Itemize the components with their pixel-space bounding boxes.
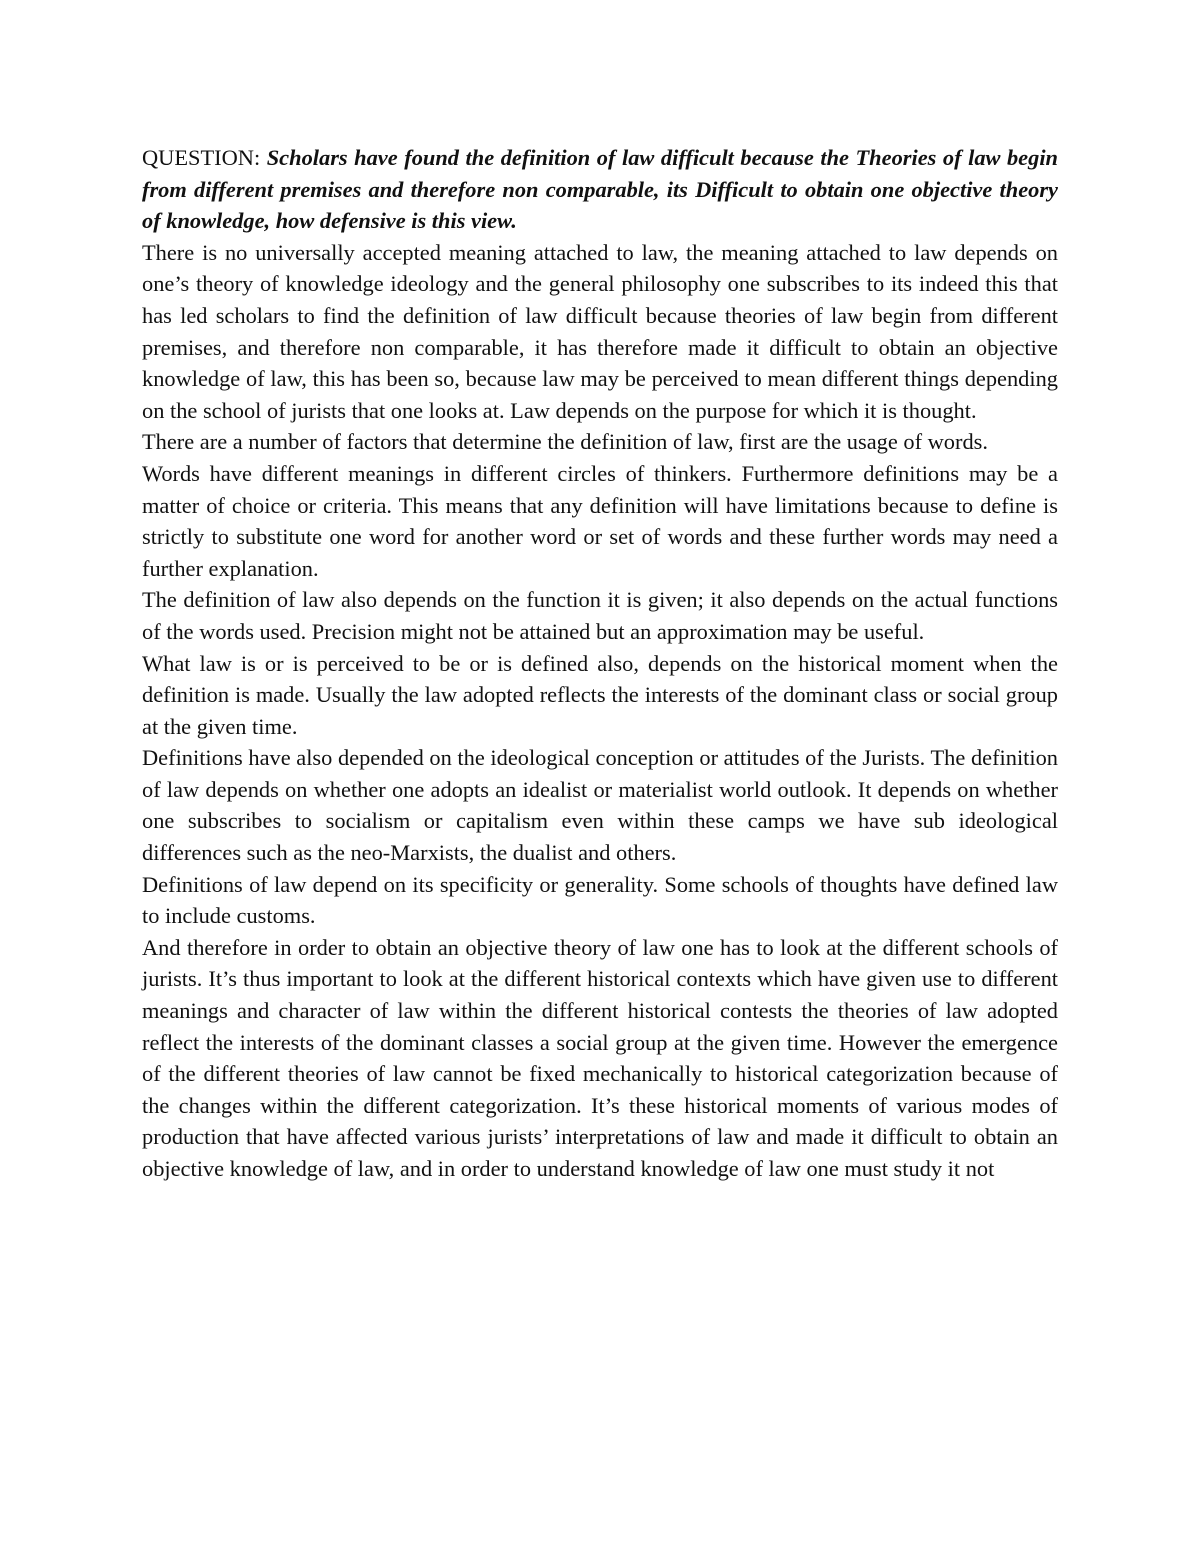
body-paragraph: And therefore in order to obtain an objective theory of law one has to look at the different schools of jurists. It’s thus important to look at the different historical contexts which have given use to different meanings and character of law within the different historical contests the theories of law adopted reflect the interests of the dominant classes a social group at the given time. However the emergence of the different theories of law cannot be fixed mechanically to historical categorization because of the changes within the different categorization. It’s these historical moments of various modes of production that have affected various jurists’ interpretations of law and made it difficult to obtain an objective knowledge of law, and in order to understand knowledge of law one must study it not — [142, 934, 1058, 1181]
body-paragraph: Words have different meanings in different circles of thinkers. Furthermore definitions may be a matter of choice or criteria. This means that any definition will have limitations because to define is strictly to substitute one word for another word or set of words and these further words may need a further explanation. — [142, 460, 1058, 581]
document-body — [142, 142, 1058, 1185]
question-label: QUESTION — [142, 145, 254, 170]
body-paragraph: Definitions of law depend on its specificity or generality. Some schools of thoughts have defined law to include customs. — [142, 871, 1058, 929]
body-paragraph: Definitions have also depended on the ideological conception or attitudes of the Jurists. The definition of law depends on whether one adopts an idealist or materialist world outlook. It depends on whether one subscribes to socialism or capitalism even within these camps we have sub ideological differences such as the neo-Marxists, the dualist and others. — [142, 745, 1058, 866]
body-paragraph: There is no universally accepted meaning attached to law, the meaning attached to law depends on one’s theory of knowledge ideology and the general philosophy one subscribes to its indeed this that has led scholars to find the definition of law difficult because theories of law begin from different premises, and therefore non comparable, it has therefore made it difficult to obtain an objective knowledge of law, this has been so, because law may be perceived to mean different things depending on the school of jurists that one looks at. Law depends on the purpose for which it is thought. — [142, 239, 1058, 423]
body-paragraph: The definition of law also depends on the function it is given; it also depends on the actual functions of the words used. Precision might not be attained but an approximation may be useful. — [142, 587, 1058, 644]
question-paragraph — [142, 142, 1058, 237]
body-paragraph: What law is or is perceived to be or is defined also, depends on the historical moment when the definition is made. Usually the law adopted reflects the interests of the dominant class or social group at the given time. — [142, 650, 1058, 739]
question-text: Scholars have found the definition of law difficult because the Theories of law begin from different premises and therefore non comparable, its Difficult to obtain one objective theory of knowledge, how defensive is this view. — [142, 145, 1058, 234]
body-paragraph: There are a number of factors that determine the definition of law, first are the usage of words. — [142, 429, 988, 455]
question-colon: : — [253, 145, 267, 170]
